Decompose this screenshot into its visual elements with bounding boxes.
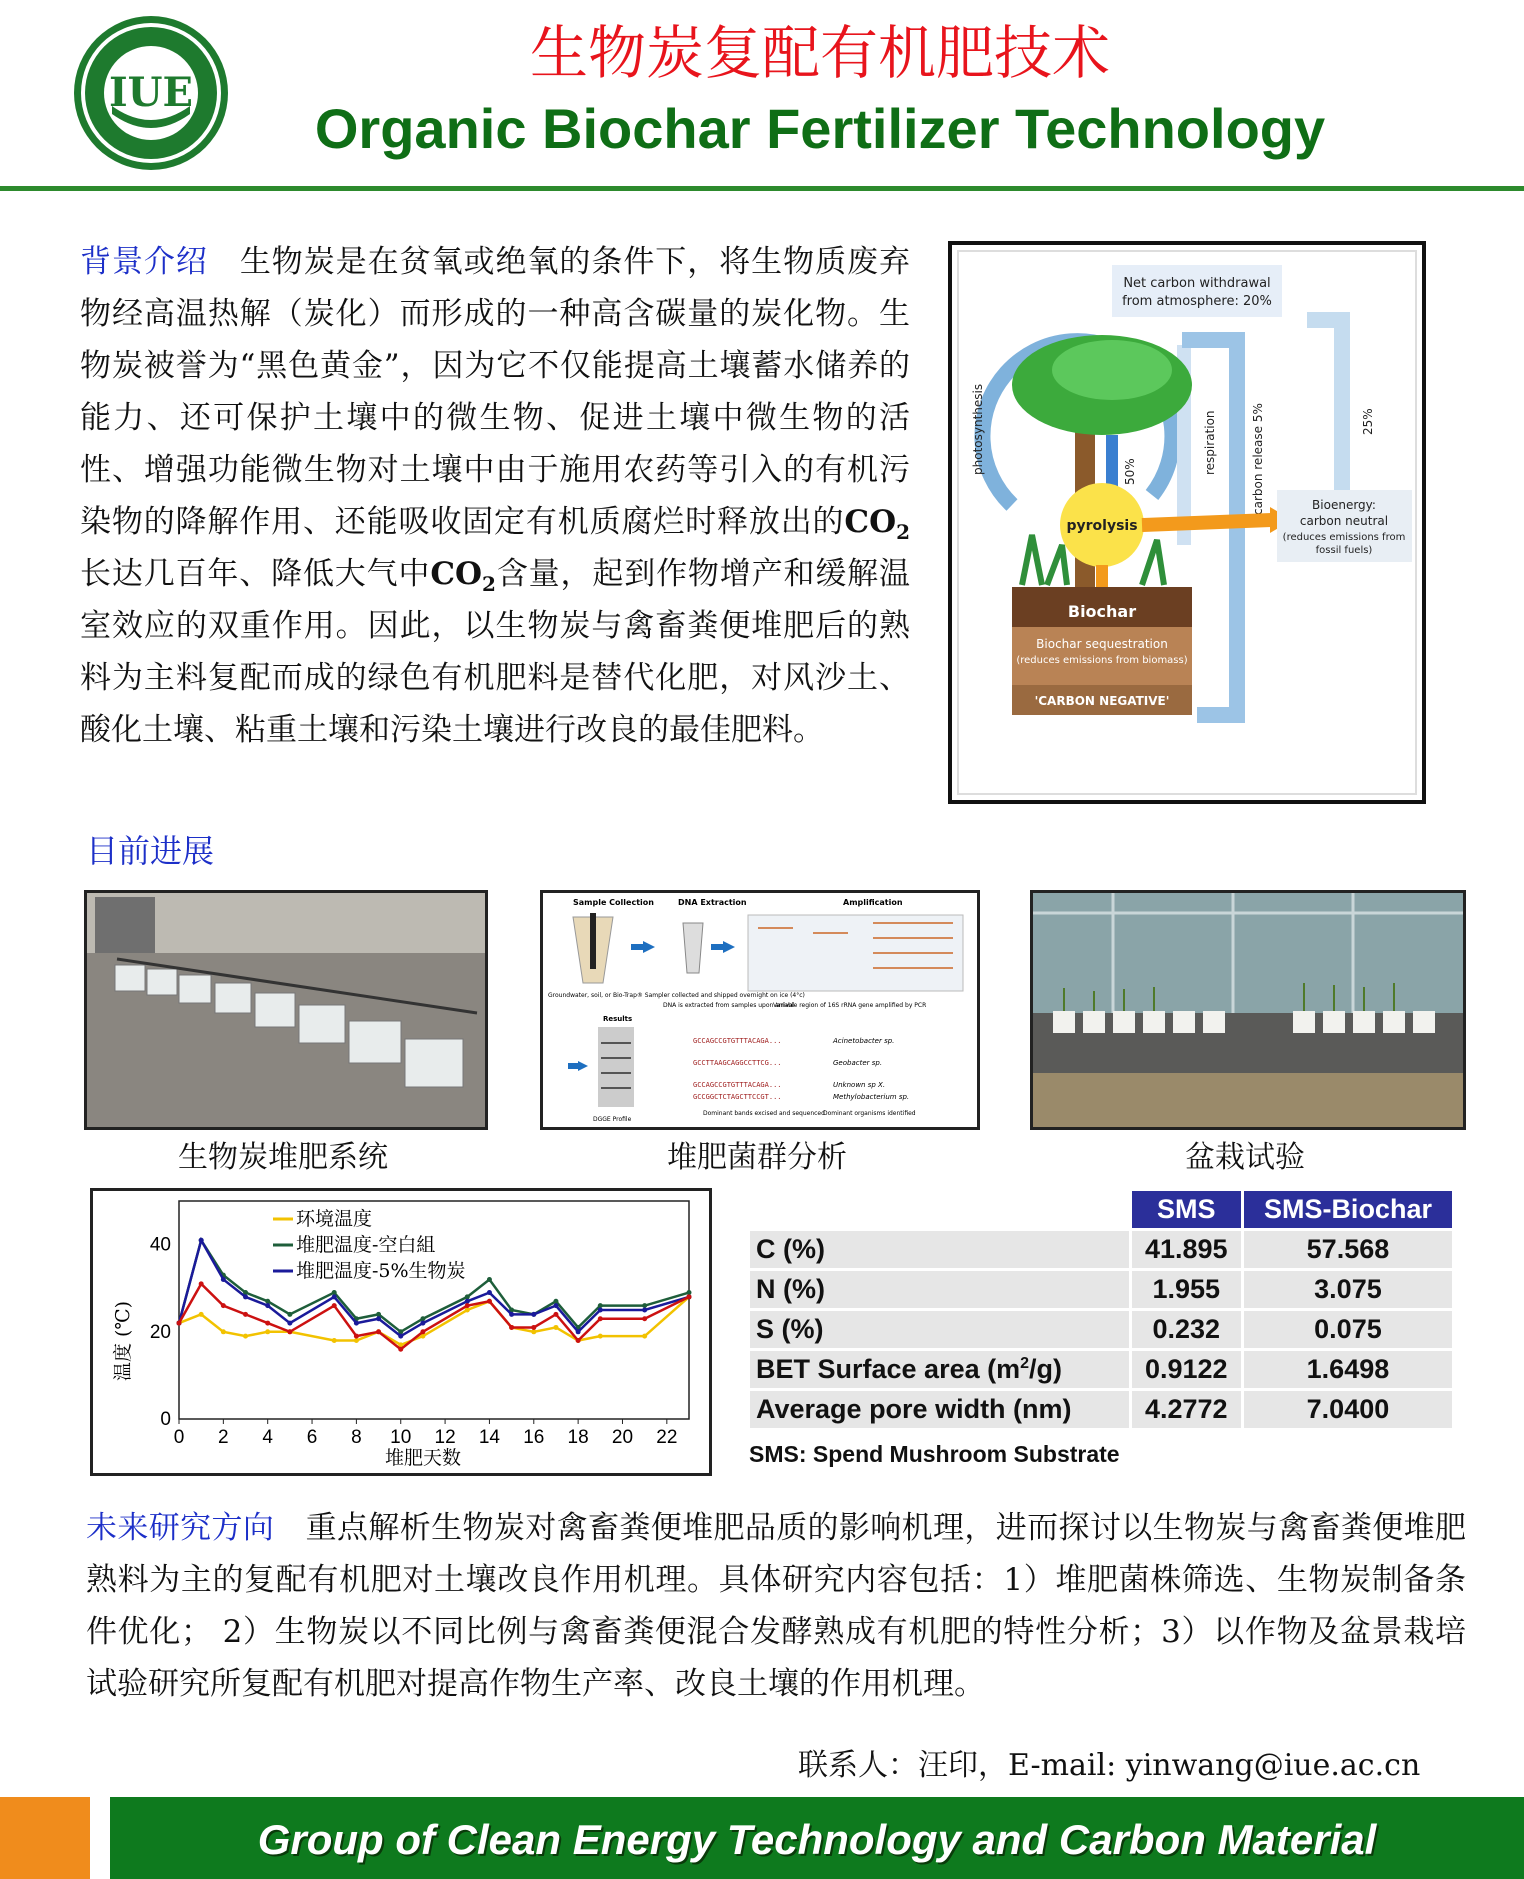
photosynthesis-label: photosynthesis <box>971 383 985 475</box>
data-point <box>332 1290 337 1295</box>
data-point <box>243 1294 248 1299</box>
data-point <box>598 1316 603 1321</box>
table-header-sms-biochar: SMS-Biochar <box>1244 1191 1452 1228</box>
data-point <box>265 1321 270 1326</box>
future-section <box>86 1502 1466 1710</box>
data-point <box>576 1329 581 1334</box>
data-point <box>376 1329 381 1334</box>
table-header-row <box>750 1191 1452 1228</box>
data-point <box>221 1277 226 1282</box>
legend-label: 堆肥温度-5%生物炭 <box>296 1260 466 1282</box>
x-tick-label: 8 <box>351 1427 362 1448</box>
sms-value: 0.9122 <box>1132 1351 1241 1388</box>
data-point <box>487 1299 492 1304</box>
net-carbon-line1: Net carbon withdrawal <box>1123 276 1271 291</box>
row-label: Average pore width (nm) <box>750 1391 1129 1428</box>
background-text-3: 含量，起到作物增产和缓解温室效应的双重作用。因此，以生物炭与禽畜粪便堆肥后的熟料为主料复配而成的绿色有机肥料是替代化肥，对风沙土、酸化土壤、粘重土壤和污染土壤进行改良的最佳肥料。 <box>80 556 911 748</box>
data-point <box>332 1338 337 1343</box>
table-row <box>750 1271 1452 1308</box>
data-point <box>420 1321 425 1326</box>
temperature-chart <box>90 1188 712 1476</box>
data-point <box>287 1321 292 1326</box>
data-point <box>332 1303 337 1308</box>
biochar-label: Biochar <box>1067 602 1137 621</box>
logo-text: IUE <box>108 69 194 116</box>
data-point <box>265 1303 270 1308</box>
carbon-release-label: carbon release 5% <box>1251 403 1265 515</box>
data-point <box>598 1308 603 1313</box>
data-point <box>553 1299 558 1304</box>
data-point <box>487 1290 492 1295</box>
data-point <box>265 1329 270 1334</box>
dna-extraction-label: DNA Extraction <box>678 898 747 907</box>
data-point <box>420 1329 425 1334</box>
data-point <box>553 1312 558 1317</box>
species-1: Acinetobacter sp. <box>833 1037 895 1045</box>
data-point <box>487 1277 492 1282</box>
x-tick-label: 4 <box>262 1427 273 1448</box>
bioenergy-line1: Bioenergy: <box>1312 498 1376 512</box>
pyrolysis-label: pyrolysis <box>1066 518 1138 534</box>
data-point <box>509 1325 514 1330</box>
data-point <box>576 1338 581 1343</box>
bioenergy-line2: carbon neutral <box>1299 514 1389 528</box>
data-point <box>465 1299 470 1304</box>
data-point <box>642 1316 647 1321</box>
data-point <box>265 1299 270 1304</box>
page-title-en: Organic Biochar Fertilizer Technology <box>314 97 1326 160</box>
data-point <box>687 1290 692 1295</box>
header-divider <box>0 186 1524 191</box>
co2-text-a: CO <box>844 504 897 540</box>
x-tick-label: 18 <box>567 1427 589 1448</box>
table-header-sms: SMS <box>1132 1191 1241 1228</box>
x-axis-label: 堆肥天数 <box>384 1447 462 1469</box>
respiration-label: respiration <box>1203 410 1217 475</box>
data-point <box>509 1312 514 1317</box>
seq-4: GCCGGCTCTAGCTTCCGT... <box>693 1093 782 1101</box>
table-row <box>750 1311 1452 1348</box>
row-label <box>750 1351 1129 1388</box>
data-point <box>553 1303 558 1308</box>
data-point <box>354 1334 359 1339</box>
data-point <box>642 1334 647 1339</box>
x-tick-label: 6 <box>306 1427 318 1448</box>
data-point <box>420 1316 425 1321</box>
legend-label: 堆肥温度-空白組 <box>296 1234 436 1256</box>
data-point <box>221 1329 226 1334</box>
page-title-cn: 生物炭复配有机肥技术 <box>529 19 1110 87</box>
data-point <box>642 1308 647 1313</box>
biochar-value: 3.075 <box>1244 1271 1452 1308</box>
row-label: C (%) <box>750 1231 1129 1268</box>
bioenergy-line3: (reduces emissions from <box>1282 532 1406 543</box>
pot-experiment-photo <box>1030 890 1466 1130</box>
background-section <box>80 236 910 756</box>
compost-system-photo <box>84 890 488 1130</box>
sms-value: 0.232 <box>1132 1311 1241 1348</box>
y-tick-label: 0 <box>160 1409 171 1430</box>
bioenergy-arrow <box>1142 520 1272 525</box>
x-tick-label: 0 <box>173 1427 185 1448</box>
species-4: Methylobacterium sp. <box>833 1093 910 1101</box>
co2-text-b: CO <box>430 556 483 592</box>
amplification-label: Amplification <box>843 898 903 907</box>
data-point <box>553 1325 558 1330</box>
row-label: N (%) <box>750 1271 1129 1308</box>
biochar-value: 1.6498 <box>1244 1351 1452 1388</box>
net-carbon-line2: from atmosphere: 20% <box>1122 294 1272 309</box>
sms-value: 41.895 <box>1132 1231 1241 1268</box>
iue-logo <box>72 14 230 172</box>
background-text-2: 长达几百年、降低大气中 <box>80 556 431 592</box>
data-point <box>354 1338 359 1343</box>
seq-2: GCCTTAAGCAGGCCTTCG... <box>693 1059 782 1067</box>
biochar-value: 0.075 <box>1244 1311 1452 1348</box>
biochar-value: 57.568 <box>1244 1231 1452 1268</box>
sms-value: 1.955 <box>1132 1271 1241 1308</box>
data-point <box>398 1347 403 1352</box>
data-point <box>687 1294 692 1299</box>
background-text-1: 生物炭是在贫氧或绝氧的条件下，将生物质废弃物经高温热解（炭化）而形成的一种高含碳量的炭化物。生物炭被誉为“黑色黄金”，因为它不仅能提高土壤蓄水储养的能力、还可保护土壤中的微生物、促进土壤中微生物的活性、增强功能微生物对土壤中由于施用农药等引入的有机污染物的降解作用、还能吸收固定有机质腐烂时释放出的 <box>80 244 911 540</box>
data-point <box>531 1329 536 1334</box>
data-point <box>287 1312 292 1317</box>
data-point <box>531 1312 536 1317</box>
data-point <box>642 1303 647 1308</box>
species-2: Geobacter sp. <box>833 1059 883 1067</box>
co2-sub-b: 2 <box>482 572 496 597</box>
bet-label: BET Surface area (m <box>756 1354 1021 1384</box>
data-point <box>243 1312 248 1317</box>
seq-1: GCCAGCCGTGTTTACAGA... <box>693 1037 782 1045</box>
series-line-1 <box>179 1297 689 1345</box>
sample-collection-label: Sample Collection <box>573 898 654 907</box>
orgs-label: Dominant organisms identified <box>823 1110 916 1117</box>
future-text: 重点解析生物炭对禽畜粪便堆肥品质的影响机理，进而探讨以生物炭与禽畜粪便堆肥熟料为主的复配有机肥对土壤改良作用机理。具体研究内容包括：1）堆肥菌株筛选、生物炭制备条件优化； 2）生物炭以不同比例与禽畜粪便混合发酵熟成有机肥的特性分析；3）以作物及盆景栽培试验研究所复配有机肥对提高作物生产率、改良土壤的作用机理。 <box>86 1510 1467 1702</box>
x-tick-label: 10 <box>390 1427 412 1448</box>
data-point <box>354 1321 359 1326</box>
table-row <box>750 1391 1452 1428</box>
x-tick-label: 2 <box>218 1427 229 1448</box>
data-point <box>199 1312 204 1317</box>
bioenergy-line4: fossil fuels) <box>1315 545 1373 556</box>
data-point <box>376 1316 381 1321</box>
data-point <box>221 1303 226 1308</box>
y-axis-label: 温度 (℃) <box>112 1300 134 1382</box>
x-tick-label: 14 <box>478 1427 501 1448</box>
seq-3: GCCAGCCGTGTTTACAGA... <box>693 1081 782 1089</box>
carbon-cycle-diagram <box>948 241 1426 804</box>
y-tick-label: 20 <box>149 1321 171 1343</box>
table-row <box>750 1351 1452 1388</box>
biochar-value: 7.0400 <box>1244 1391 1452 1428</box>
amp-desc: Variable region of 16S rRNA gene amplified by PCR <box>773 1002 927 1009</box>
pct-25-label: 25% <box>1361 408 1375 435</box>
results-label: Results <box>603 1015 633 1023</box>
sequestration-line1: Biochar sequestration <box>1036 637 1168 651</box>
co2-sub-a: 2 <box>896 520 910 545</box>
bands-label: Dominant bands excised and sequenced <box>703 1110 825 1117</box>
background-heading: 背景介绍 <box>80 244 208 280</box>
pct-50-label: 50% <box>1123 458 1137 485</box>
x-tick-label: 12 <box>434 1427 456 1448</box>
sequestration-line2: (reduces emissions from biomass) <box>1016 655 1188 666</box>
dgge-label: DGGE Profile <box>593 1116 632 1123</box>
x-tick-label: 20 <box>611 1427 634 1448</box>
data-point <box>376 1312 381 1317</box>
x-tick-label: 16 <box>523 1427 545 1448</box>
data-point <box>243 1334 248 1339</box>
data-point <box>332 1294 337 1299</box>
bet-tail: /g) <box>1029 1354 1063 1384</box>
data-point <box>531 1325 536 1330</box>
table-note: SMS: Spend Mushroom Substrate <box>749 1441 1120 1467</box>
sample-desc: Groundwater, soil, or Bio-Trap® Sampler collected and shipped overnight on ice (4°c) <box>548 992 805 999</box>
data-point <box>287 1329 292 1334</box>
species-3: Unknown sp X. <box>833 1081 886 1089</box>
footer-text: Group of Clean Energy Technology and Carbon Material <box>257 1816 1377 1863</box>
caption-microbial-analysis: 堆肥菌群分析 <box>667 1140 847 1175</box>
x-tick-label: 22 <box>656 1427 678 1448</box>
data-point <box>465 1308 470 1313</box>
sms-value: 4.2772 <box>1132 1391 1241 1428</box>
properties-table <box>747 1188 1455 1431</box>
progress-heading: 目前进展 <box>86 832 215 870</box>
table-header-blank <box>750 1191 1129 1228</box>
data-point <box>598 1303 603 1308</box>
dna-desc: DNA is extracted from samples upon arrival <box>663 1002 795 1009</box>
data-point <box>199 1238 204 1243</box>
future-heading: 未来研究方向 <box>86 1510 275 1546</box>
legend-label: 环境温度 <box>296 1208 373 1230</box>
data-point <box>465 1303 470 1308</box>
footer-accent <box>0 1797 90 1879</box>
contact-info: 联系人：汪印，E-mail: yinwang@iue.ac.cn <box>798 1748 1421 1783</box>
data-point <box>398 1334 403 1339</box>
data-point <box>177 1321 182 1326</box>
table-row <box>750 1231 1452 1268</box>
data-point <box>465 1294 470 1299</box>
bet-sup: 2 <box>1020 1355 1030 1372</box>
carbon-negative-label: 'CARBON NEGATIVE' <box>1034 694 1170 708</box>
microbial-analysis-figure <box>540 890 980 1130</box>
caption-compost-system: 生物炭堆肥系统 <box>178 1140 388 1175</box>
data-point <box>199 1281 204 1286</box>
y-tick-label: 40 <box>149 1234 171 1256</box>
data-point <box>598 1334 603 1339</box>
row-label: S (%) <box>750 1311 1129 1348</box>
caption-pot-experiment: 盆栽试验 <box>1185 1140 1305 1175</box>
